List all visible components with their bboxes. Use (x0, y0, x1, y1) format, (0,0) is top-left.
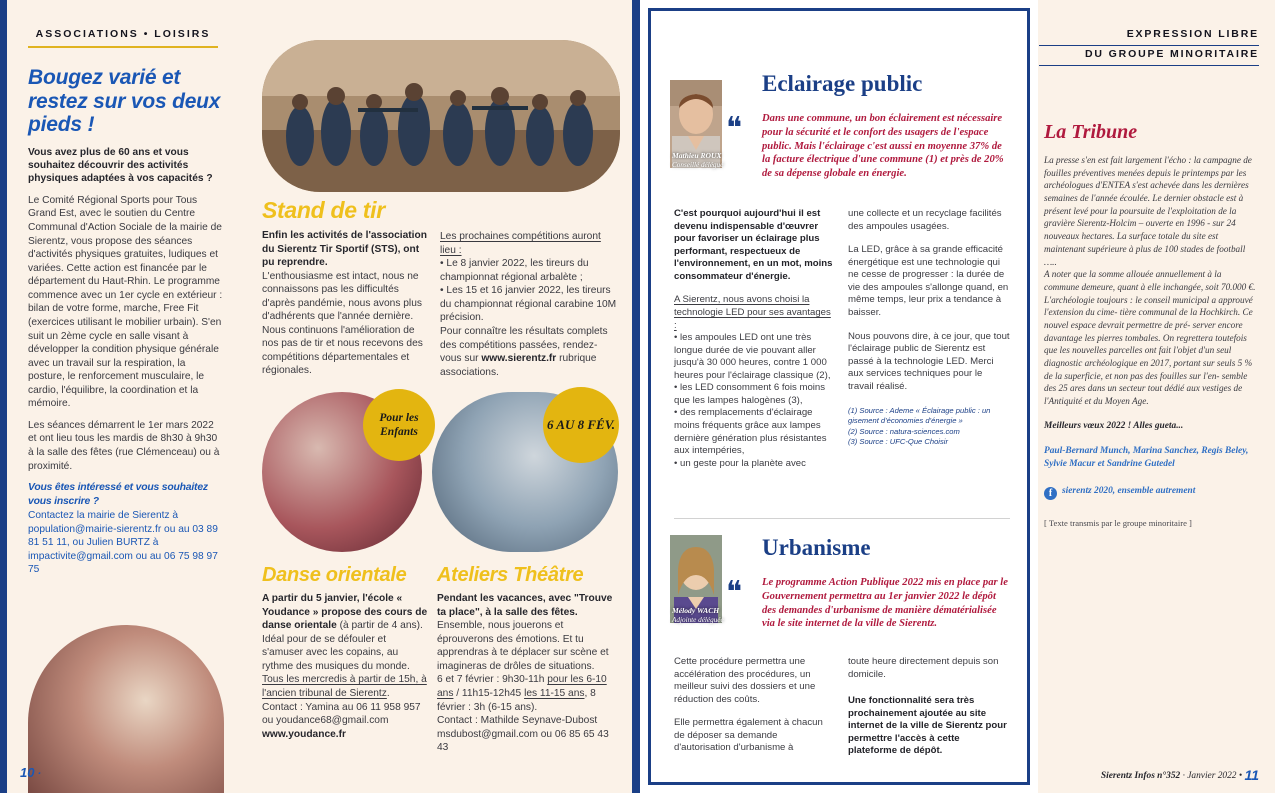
eclairage-p0: une collecte et un recyclage facilités des ampoules usagées. (848, 208, 1002, 232)
tribune-body-2: A noter que la somme allouée annuellement à la commune demeure, quant à elle inchangée, soit 70.000 €. (1044, 269, 1256, 292)
urbanisme-person-name: Mélody WACH (672, 606, 720, 615)
urbanisme-p4: Une fonctionnalité sera très prochainement ajoutée au site internet de la ville de Sierentz pour permettre l'accès à cette plateforme de dépôt. (848, 695, 1007, 757)
theatre-contact: Contact : Mathilde Seynave-Dubost msdubost@gmail.com ou 06 85 65 43 43 (437, 715, 609, 754)
eclairage-bullet-4: • un geste pour la planète avec (674, 457, 806, 469)
facebook-icon: f (1044, 487, 1057, 500)
eclairage-source-2: (2) Source : natura-sciences.com (848, 426, 960, 436)
badge-pour-les-enfants: Pour les Enfants (363, 389, 435, 461)
stand-competitions-block (440, 230, 618, 379)
article-title-eclairage: Eclairage public (762, 71, 923, 96)
tribune-facebook-page[interactable]: sierentz 2020, ensemble autrement (1062, 485, 1196, 496)
eclairage-lead: C'est pourquoi aujourd'hui il est devenu indispensable d'œuvrer pour favoriser un éclairage plus performant, respectueux de l'environnement, en un mot, moins consommateur d'énergie. (674, 208, 833, 282)
eclairage-source-1: (1) Source : Ademe « Éclairage public : un gisement d'économies d'énergie » (848, 406, 991, 426)
danse-body-a: (à partir de 4 ans). Idéal pour de se défouler et s'amuser avec les copains, au rythme des musiques du monde. (262, 620, 423, 672)
article-la-tribune (1044, 122, 1258, 529)
urbanisme-quote: Le programme Action Publique 2022 mis en place par le Gouvernement permettra au 1er janvier 2022 le dépôt des demandes d'urbanisme de manière dématérialisée via le site internet de la ville de Sierentz. (762, 577, 1008, 630)
article-title-urbanisme: Urbanisme (762, 535, 871, 560)
eclairage-source-3: (3) Source : UFC-Que Choisir (848, 437, 949, 447)
article-paragraph-1: Le Comité Régional Sports pour Tous Grand Est, avec le soutien du Centre Communal d'Action Sociale de la mairie de Sierentz, vous propose des séances d'activités physiques gratuites, ludiques et variées. Cette action est financée par le département du Haut-Rhin. Le programme commence avec un 1er cycle en extérieur : bilan de votre forme, marche, Free Fit (exercices utilisant le mobilier urbain). S'en suit un 2ème cycle en salle visant à développer la condition physique générale avec un travail sur la respiration, la posture, le renforcement musculaire, le cardio, l'équilibre, la coordination et la mémoire. (28, 194, 223, 410)
page-number-right: 11 (1244, 767, 1259, 783)
section-header-expression-libre: EXPRESSION LIBRE (1039, 28, 1259, 46)
article-title-stand: Stand de tir (262, 197, 385, 223)
tribune-note: [ Texte transmis par le groupe minoritaire ] (1044, 517, 1192, 528)
photo-stand-de-tir (262, 40, 620, 192)
stand-results-text: Pour connaître les résultats complets des compétitions passées, rendez-vous sur (440, 325, 608, 365)
eclairage-person-role: Conseillé délégué (672, 160, 724, 169)
eclairage-led-heading: A Sierentz, nous avons choisi la technologie LED pour ses avantages : (674, 294, 831, 331)
eclairage-column-1 (674, 208, 836, 470)
footer-publication: Sierentz Infos n°352 (1100, 771, 1181, 781)
eclairage-bullet-3: • des remplacements d'éclairage moins fréquents grâce aux lampes dernière génération plus résistantes aux intempéries, (674, 407, 827, 457)
eclairage-p2: Nous pouvons dire, à ce jour, que tout l'éclairage public de Sierentz est passé à la technologie LED. Merci aux services techniques pour le travail réalisé. (848, 330, 1010, 392)
theatre-lead: Pendant les vacances, avec "Trouve ta place", à la salle des fêtes. (437, 593, 613, 618)
tribune-signatures: Paul-Bernard Munch, Marina Sanchez, Regis Beley, Sylvie Macur et Sandrine Gutedel (1044, 445, 1249, 469)
stand-competitions-heading: Les prochaines compétitions auront lieu : (440, 231, 601, 256)
article-title-bougez: Bougez varié et restez sur vos deux pieds ! (28, 66, 221, 137)
urbanisme-person-role: Adjointe déléguée (672, 615, 724, 624)
theatre-body: Ensemble, nous jouerons et éprouverons des émotions. Et tu apprendras à te déplacer sur scène et imagineras de drôles de situations. (437, 620, 609, 672)
eclairage-bullet-2: • les LED consomment 6 fois moins que les lampes halogènes (3), (674, 382, 826, 406)
stand-lead: Enfin les activités de l'association du Sierentz Tir Sportif (STS), ont pu reprendre. (262, 230, 427, 269)
theatre-dates-b: / 11h15-12h45 (453, 687, 525, 699)
theatre-age-11-15: les 11-15 ans (524, 687, 585, 699)
theatre-dates-c: , 8 février : 3h (6-15 ans). (437, 687, 596, 713)
footer-date: Janvier 2022 (1187, 771, 1237, 781)
article-subtitle-inscription: Vous êtes intéressé et vous souhaitez vous inscrire ? (28, 482, 208, 507)
article-danse-orientale (262, 565, 428, 741)
section-divider (674, 518, 1010, 519)
tribune-body-1: La presse s'en est fait largement l'écho : la campagne de fouilles préventives menées depuis le printemps par les archéologues d'ENTEA s'est achevée dans les dernières semaines de l'année écoulée. Le dernier obstacle est à présent levé pour la poursuite de l'exploitation de la gravière Sierentz-Holcim – ouverte en 1996 - sur 24 nouveaux hectares. La surface totale du site est maintenant supérieure à plus de 100 stades de football ….. (1044, 155, 1252, 267)
stand-bullet-2: • Les 15 et 16 janvier 2022, les tireurs du championnat régional carabine 10M précision. (440, 285, 617, 324)
badge-dates-fevrier: 6 AU 8 FÉV. (543, 387, 619, 463)
urbanisme-column-2 (848, 656, 1010, 758)
article-bougez-varie (28, 66, 223, 585)
eclairage-p1: La LED, grâce à sa grande efficacité énergétique est une technologie qui ne cesse de progresser : la durée de vie des ampoules s'allonge quand, en même temps, leur prix a tendance à baisser. (848, 244, 1009, 318)
page-number-left: 10 · (20, 765, 42, 780)
photo-seniors (28, 625, 224, 793)
article-contact-info: Contactez la mairie de Sierentz à population@mairie-sierentz.fr ou au 03 89 81 51 11, ou Julien BURTZ à impactivite@gmail.com ou au 06 75 98 97 75 (28, 510, 218, 576)
article-paragraph-2: Les séances démarrent le 1er mars 2022 et ont lieu tous les mardis de 8h30 à 9h30 à la salle des fêtes (rue Clémenceau) ou à proximité. (28, 419, 220, 472)
danse-schedule: Tous les mercredis à partir de 15h, à l'ancien tribunal de Sierentz (262, 674, 427, 699)
urbanisme-p3: toute heure directement depuis son domicile. (848, 656, 999, 680)
stand-website-link[interactable]: www.sierentz.fr (481, 353, 557, 365)
tribune-title: La Tribune (1044, 121, 1138, 143)
article-title-theatre: Ateliers Théâtre (437, 564, 584, 586)
tribune-body-3: L'archéologie toujours : le conseil municipal a approuvé l'extension du cime- tière communal de la Hochkirch. Ce nouvel espace devrait permettre de pré- server encore davantage les pierres tombales. On regrettera toutefois que les nouvelles parcelles ont fait l'objet d'un seul diagnostic archéologique en 2017, portant sur seuls 5 % de la superficie, et non pas des fouilles sur l'en- semble des 25 ares dans un secteur tout dédié aux vestiges de l'Antiquité et du Moyen Age. (1044, 294, 1253, 407)
urbanisme-p2: Elle permettra également à chacun de déposer sa demande d'autorisation d'urbanisme à (674, 717, 823, 754)
section-header-associations: ASSOCIATIONS • LOISIRS (28, 28, 218, 48)
eclairage-column-2 (848, 208, 1010, 447)
eclairage-quote: Dans une commune, un bon éclairement est nécessaire pour la sécurité et le confort des usagers de l'espace public. Mais l'éclairage c'est aussi en moyenne 37% de la facture électrique d'une commune (1) et près de 20% de sa dépense globale en énergie. (762, 113, 1004, 180)
theatre-age-6-10: pour les 6-10 ans (437, 674, 607, 699)
danse-website[interactable]: www.youdance.fr (262, 728, 346, 740)
quote-mark-icon: ❝ (726, 112, 743, 145)
stand-body: L'enthousiasme est intact, nous ne connaissons pas les difficultés d'après pandémie, nous avons plus d'adhérents que l'année dernière. Nous continuons l'amélioration de nos pas de tir et nous recevons des compétitions départementales et régionales. (262, 270, 423, 377)
article-ateliers-theatre (437, 565, 615, 755)
urbanisme-p1: Cette procédure permettra une accélération des procédures, un meilleur suivi des dossiers et une réduction des coûts. (674, 656, 816, 705)
eclairage-bullet-1: • les ampoules LED ont une très longue durée de vie pouvant aller jusqu'à 30 000 heures, contre 1 000 heures pour l'éclairage classique (2), (674, 332, 831, 381)
stand-bullet-1: • Le 8 janvier 2022, les tireurs du championnat régional arbalète ; (440, 258, 589, 283)
tribune-wishes: Meilleurs vœux 2022 ! Alles gueta... (1044, 420, 1184, 431)
theatre-dates-a: 6 et 7 février : 9h30-11h (437, 674, 548, 686)
page-footer-right: Sierentz Infos n°352 · Janvier 2022 • 11 (1100, 767, 1259, 783)
center-spine (632, 0, 640, 793)
quote-mark-icon-2: ❝ (726, 576, 743, 609)
eclairage-person-name: Mathieu ROUX (672, 151, 722, 160)
article-lead-bougez: Vous avez plus de 60 ans et vous souhaitez découvrir des activités physiques adaptées à vos capacités ? (28, 146, 213, 185)
danse-body-b: . (386, 687, 390, 699)
danse-contact: Contact : Yamina au 06 11 958 957 ou youdance68@gmail.com (262, 701, 421, 727)
article-title-danse: Danse orientale (262, 564, 407, 586)
danse-lead: A partir du 5 janvier, l'école « Youdance » propose des cours de danse orientale (262, 593, 428, 632)
left-spine (0, 0, 7, 793)
stand-results-tail: rubrique associations. (440, 353, 597, 378)
article-stand-de-tir (262, 198, 427, 378)
section-header-groupe-minoritaire: DU GROUPE MINORITAIRE (1039, 48, 1259, 66)
urbanisme-column-1 (674, 656, 834, 755)
